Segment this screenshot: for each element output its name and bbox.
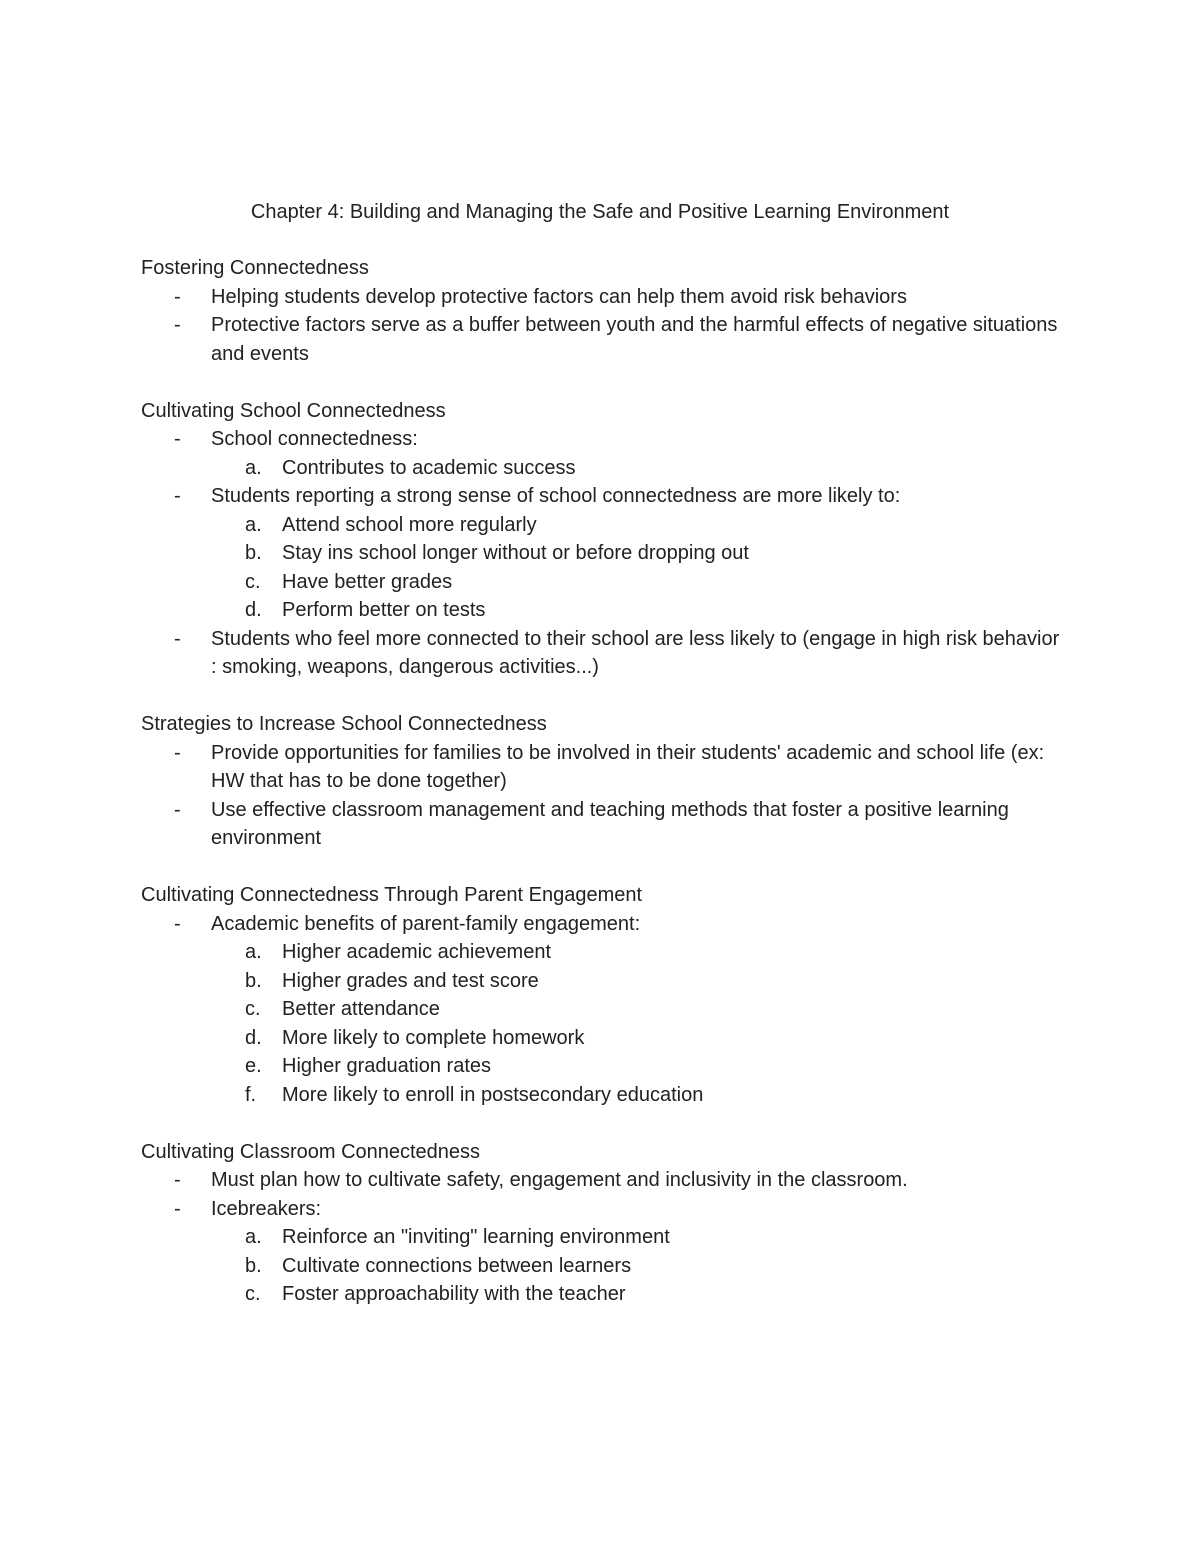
section-heading: Fostering Connectedness bbox=[141, 257, 369, 279]
section-heading: Cultivating Classroom Connectedness bbox=[141, 1140, 481, 1163]
section-heading: Cultivating School Connectedness bbox=[141, 399, 446, 422]
sub-item-text: Reinforce an "inviting" learning environment bbox=[282, 1226, 670, 1248]
sub-item-label: a. bbox=[245, 1226, 262, 1248]
sub-list-item bbox=[211, 596, 1061, 625]
document-title: Chapter 4: Building and Managing the Safe and Positive Learning Environment bbox=[250, 201, 950, 223]
section bbox=[141, 397, 1061, 682]
sub-item-label: a. bbox=[245, 941, 262, 963]
sub-item-text: Perform better on tests bbox=[282, 599, 486, 621]
bullet-item bbox=[141, 425, 1061, 482]
sub-list-item bbox=[211, 1081, 1061, 1110]
dash-bullet-marker: - bbox=[174, 627, 181, 650]
bullet-list bbox=[141, 425, 1061, 682]
dash-bullet-marker: - bbox=[174, 485, 181, 507]
sub-list-item bbox=[211, 568, 1061, 597]
bullet-item bbox=[141, 625, 1061, 682]
section-heading: Cultivating Connectedness Through Parent Engagement bbox=[141, 884, 643, 906]
sub-item-text: Stay ins school longer without or before dropping out bbox=[282, 542, 749, 564]
bullet-list bbox=[141, 1166, 1061, 1309]
bullet-text: Must plan how to cultivate safety, engagement and inclusivity in the classroom. bbox=[211, 1169, 908, 1191]
bullet-item bbox=[141, 283, 1061, 312]
sub-list-item bbox=[211, 539, 1061, 568]
document-body bbox=[141, 254, 1061, 1337]
sub-item-label: b. bbox=[245, 542, 262, 564]
sub-list-item bbox=[211, 1223, 1061, 1252]
dash-bullet-marker: - bbox=[174, 428, 181, 450]
sub-item-text: Attend school more regularly bbox=[282, 513, 537, 536]
sub-item-text: More likely to complete homework bbox=[282, 1026, 585, 1049]
dash-bullet-marker: - bbox=[174, 741, 181, 764]
section bbox=[141, 254, 1061, 368]
section bbox=[141, 710, 1061, 853]
bullet-text: Academic benefits of parent-family engagement: bbox=[211, 912, 641, 935]
sub-item-text: Higher grades and test score bbox=[282, 969, 539, 992]
sub-item-label: c. bbox=[245, 1283, 261, 1305]
dash-bullet-marker: - bbox=[174, 285, 181, 308]
sub-list-item bbox=[211, 1024, 1061, 1053]
bullet-list bbox=[141, 910, 1061, 1110]
bullet-item bbox=[141, 910, 1061, 1110]
sub-item-text: Foster approachability with the teacher bbox=[282, 1283, 626, 1305]
sub-item-text: Cultivate connections between learners bbox=[282, 1254, 632, 1277]
dash-bullet-marker: - bbox=[174, 912, 181, 935]
bullet-item bbox=[141, 1195, 1061, 1309]
sub-item-text: Higher academic achievement bbox=[282, 941, 552, 963]
sub-list bbox=[211, 511, 1061, 625]
sub-item-text: Contributes to academic success bbox=[282, 456, 576, 479]
sub-list-item bbox=[211, 1280, 1061, 1309]
sub-item-label: d. bbox=[245, 599, 262, 621]
bullet-text: Provide opportunities for families to be involved in their students' academic and school life (ex: HW that has to be done together) bbox=[211, 741, 1045, 792]
dash-bullet-marker: - bbox=[174, 1169, 181, 1191]
sub-item-text: Better attendance bbox=[282, 998, 440, 1020]
sub-list bbox=[211, 1223, 1061, 1309]
section-heading: Strategies to Increase School Connectedness bbox=[141, 713, 547, 735]
sub-item-label: a. bbox=[245, 513, 262, 536]
dash-bullet-marker: - bbox=[174, 798, 181, 821]
bullet-text: Students who feel more connected to their school are less likely to (engage in high risk behavior : smoking, weapons, dangerous activities...) bbox=[211, 627, 1060, 678]
bullet-item bbox=[141, 482, 1061, 625]
sub-list bbox=[211, 938, 1061, 1109]
sub-item-label: d. bbox=[245, 1026, 262, 1049]
section bbox=[141, 1138, 1061, 1309]
bullet-list bbox=[141, 283, 1061, 369]
sub-list-item bbox=[211, 938, 1061, 967]
sub-list bbox=[211, 454, 1061, 483]
sub-list-item bbox=[211, 454, 1061, 483]
sub-item-label: f. bbox=[245, 1083, 257, 1106]
bullet-text: Use effective classroom management and teaching methods that foster a positive learning environment bbox=[211, 798, 1009, 849]
sub-item-label: a. bbox=[245, 456, 262, 479]
sub-list-item bbox=[211, 967, 1061, 996]
sub-item-text: Have better grades bbox=[282, 570, 453, 593]
bullet-list bbox=[141, 739, 1061, 853]
bullet-text: Icebreakers: bbox=[211, 1197, 322, 1220]
sub-list-item bbox=[211, 995, 1061, 1024]
bullet-text: Students reporting a strong sense of school connectedness are more likely to: bbox=[211, 485, 901, 507]
sub-item-label: e. bbox=[245, 1055, 262, 1077]
bullet-item bbox=[141, 796, 1061, 853]
bullet-text: Protective factors serve as a buffer between youth and the harmful effects of negative situations and events bbox=[211, 314, 1058, 365]
sub-item-text: More likely to enroll in postsecondary education bbox=[282, 1083, 704, 1106]
bullet-item bbox=[141, 1166, 1061, 1195]
sub-item-label: b. bbox=[245, 1254, 262, 1277]
bullet-item bbox=[141, 739, 1061, 796]
dash-bullet-marker: - bbox=[174, 1197, 181, 1220]
bullet-text: Helping students develop protective factors can help them avoid risk behaviors bbox=[211, 285, 907, 308]
sub-list-item bbox=[211, 511, 1061, 540]
dash-bullet-marker: - bbox=[174, 314, 181, 336]
sub-item-label: c. bbox=[245, 570, 261, 593]
section bbox=[141, 881, 1061, 1109]
sub-list-item bbox=[211, 1052, 1061, 1081]
bullet-item bbox=[141, 311, 1061, 368]
sub-item-label: b. bbox=[245, 969, 262, 992]
sub-item-text: Higher graduation rates bbox=[282, 1055, 492, 1077]
sub-item-label: c. bbox=[245, 998, 261, 1020]
bullet-text: School connectedness: bbox=[211, 428, 418, 450]
sub-list-item bbox=[211, 1252, 1061, 1281]
